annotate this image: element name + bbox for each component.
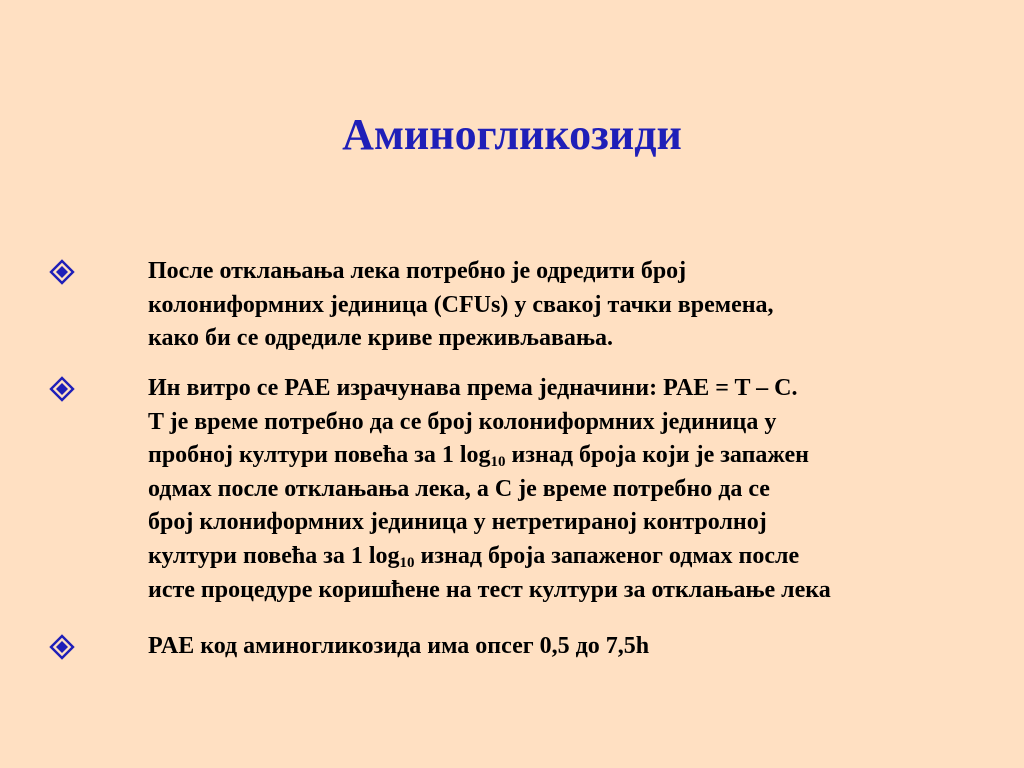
log-subscript: 10 <box>399 554 415 571</box>
text-line: одмах после отклањања лека, а C је време потребно да се <box>148 475 770 502</box>
bullet-text-3 <box>148 630 978 664</box>
text-line <box>148 540 978 574</box>
text-segment: култури повећа за 1 log <box>148 542 400 569</box>
text-line <box>148 439 978 473</box>
text-line: број клониформних јединица у нетретираној контролној <box>148 509 767 536</box>
text-line: T је време потребно да се број колониформних јединица у <box>148 408 777 435</box>
text-line: исте процедуре коришћене на тест култури за отклањање лека <box>148 576 831 603</box>
text-line: колониформних јединица (CFUs) у свакој тачки времена, <box>148 291 774 318</box>
bullet-text-1 <box>148 255 978 356</box>
text-segment: изнад броја запаженог одмах после <box>414 542 800 569</box>
diamond-bullet-icon <box>44 375 80 403</box>
diamond-bullet-icon <box>44 258 80 286</box>
log-subscript: 10 <box>490 454 506 471</box>
text-segment: пробној култури повећа за 1 log <box>148 442 491 469</box>
text-line: PAE код аминогликозида има опсег 0,5 до 7,5h <box>148 633 650 659</box>
text-segment: изнад броја који је запажен <box>505 442 809 469</box>
text-line: Ин витро се PAE израчунава према једначини: PAE = T – C. <box>148 375 798 401</box>
diamond-bullet-icon <box>44 633 80 661</box>
slide-title: Аминогликозиди <box>342 110 682 159</box>
text-line: После отклањања лека потребно је одредити број <box>148 258 687 284</box>
bullet-text-2 <box>148 372 978 607</box>
text-line: како би се одредиле криве преживљавања. <box>148 325 614 352</box>
